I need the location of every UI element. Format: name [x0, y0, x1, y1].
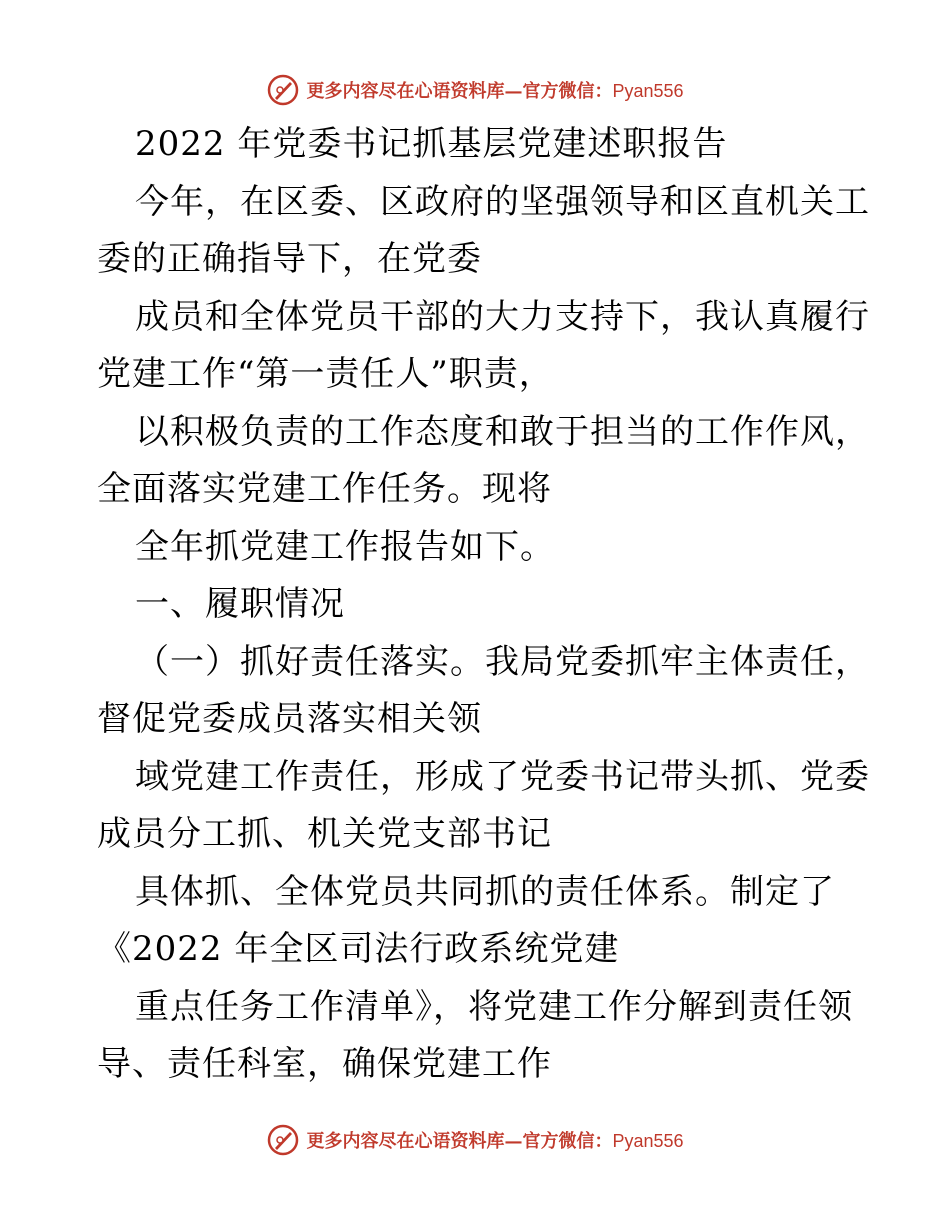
text-line: 党建工作“第一责任人”职责，	[97, 354, 554, 394]
text-line: 2022 年党委书记抓基层党建述职报告	[135, 124, 728, 164]
text-line: 成员和全体党员干部的大力支持下，我认真履行	[135, 296, 870, 337]
text-line: 督促党委成员落实相关领	[97, 699, 482, 739]
header-wechat-id: Pyan556	[612, 81, 684, 101]
header-watermark-banner	[0, 70, 950, 110]
footer-watermark-banner	[0, 1120, 950, 1160]
text-line: 今年，在区委、区政府的坚强领导和区直机关工	[135, 181, 870, 222]
text-line: 域党建工作责任，形成了党委书记带头抓、党委	[135, 756, 870, 797]
footer-watermark-text: 更多内容尽在心语资料库—官方微信：Pyan556	[306, 1131, 684, 1152]
text-line: 重点任务工作清单》，将党建工作分解到责任领	[135, 986, 853, 1027]
text-line: 具体抓、全体党员共同抓的责任体系。制定了	[135, 871, 835, 912]
document-body	[97, 116, 870, 1094]
text-line: 《2022 年全区司法行政系统党建	[97, 929, 620, 969]
text-line: （一）抓好责任落实。我局党委抓牢主体责任，	[135, 641, 870, 682]
text-line: 以积极负责的工作态度和敢于担当的工作作风，	[135, 411, 870, 452]
feather-pen-logo-icon	[266, 73, 300, 107]
feather-pen-logo-icon	[266, 1123, 300, 1157]
text-line: 一、履职情况	[135, 584, 345, 624]
text-line: 全年抓党建工作报告如下。	[135, 526, 555, 567]
text-line: 全面落实党建工作任务。现将	[97, 469, 552, 509]
header-watermark-text: 更多内容尽在心语资料库—官方微信：Pyan556	[306, 81, 684, 102]
text-line: 导、责任科室，确保党建工作	[97, 1044, 552, 1084]
footer-wechat-id: Pyan556	[612, 1131, 684, 1151]
text-line: 成员分工抓、机关党支部书记	[97, 814, 552, 854]
text-line: 委的正确指导下，在党委	[97, 239, 482, 279]
